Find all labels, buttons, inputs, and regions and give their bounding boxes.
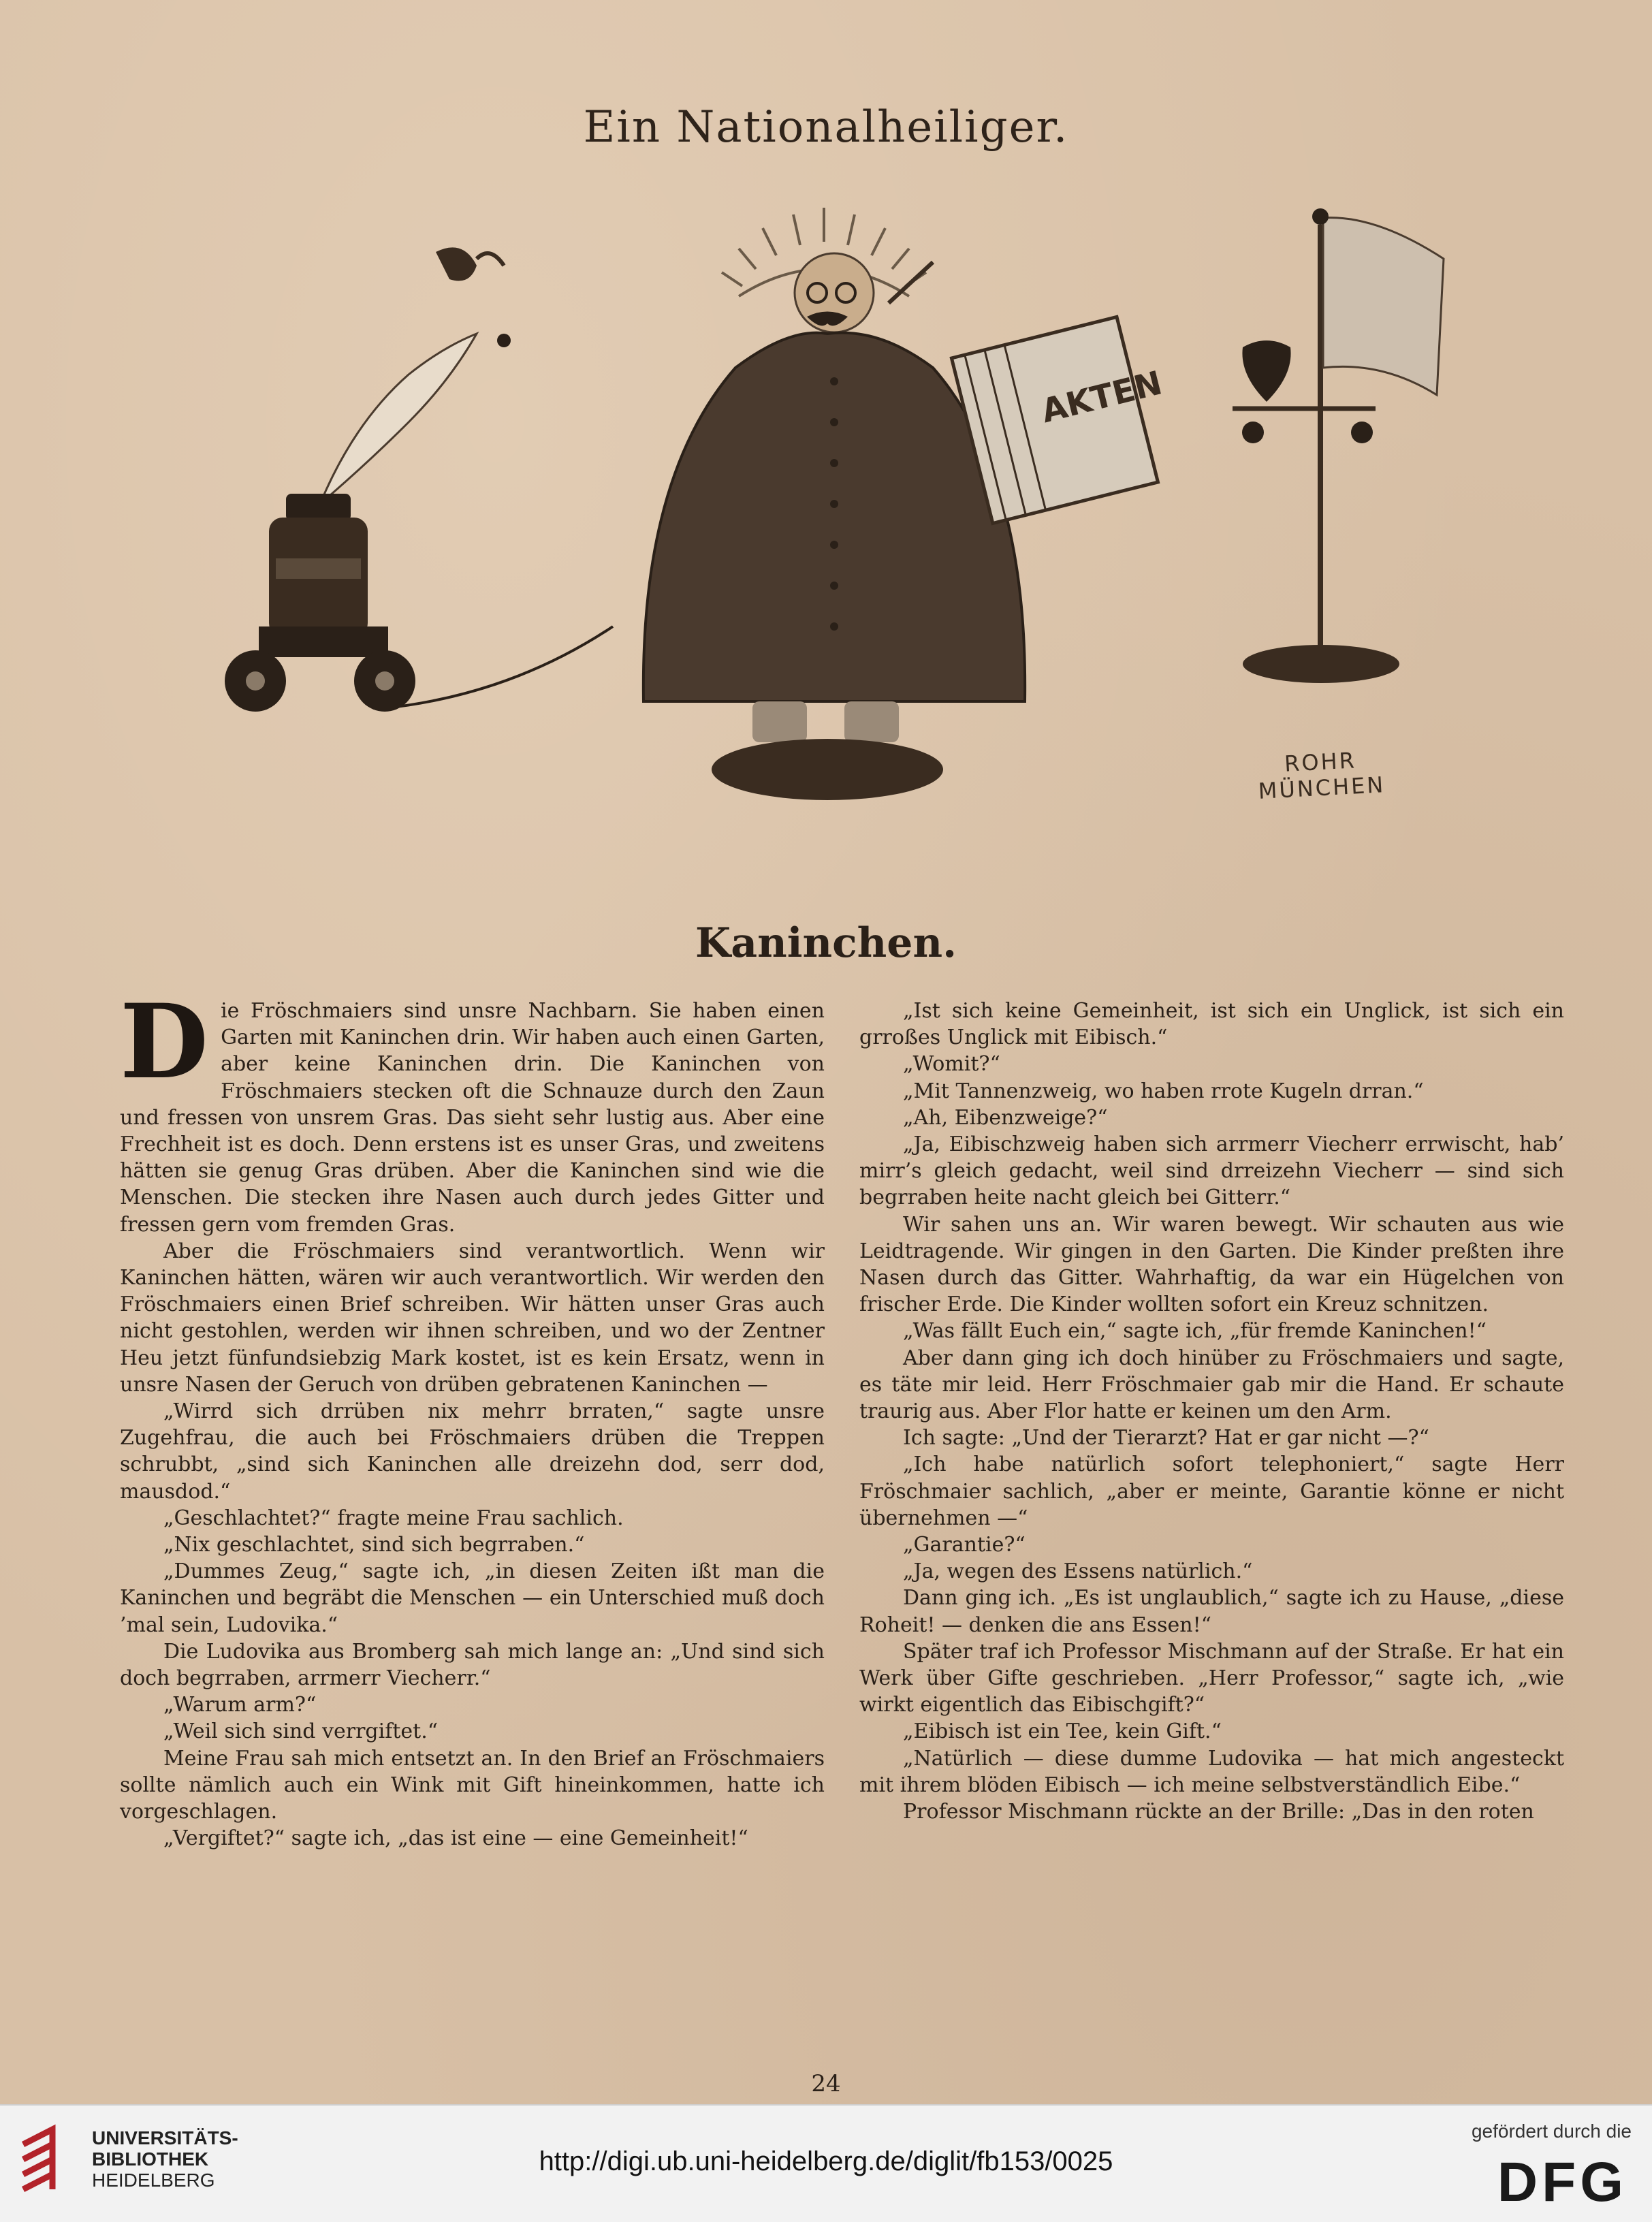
signature-city: MÜNCHEN xyxy=(1257,772,1386,804)
saint-figure xyxy=(644,253,1025,800)
drop-cap: D xyxy=(120,982,209,1102)
flag-stand xyxy=(1233,208,1444,683)
paragraph: „Vergiftet?“ sagte ich, „das ist eine — eine Gemeinheit!“ xyxy=(163,1826,748,1851)
text-column-right xyxy=(859,998,1564,1825)
paragraph: Wir sahen uns an. Wir waren bewegt. Wir schauten aus wie Leidtragende. Wir gingen in den Garten. Die Kinder preßten ihre Nasen durch das Gitter. Wahrhaftig, da war ein Hügelchen von frischer Erde. Die Kinder wollten sofort ein Kreuz schnitzen. xyxy=(859,1212,1564,1317)
dfg-logo: DFG xyxy=(1497,2151,1627,2213)
paragraph: „Dummes Zeug,“ sagte ich, „in diesen Zeiten ißt man die Kaninchen und begräbt die Menschen — ein Unterschied muß doch ’mal sein, Ludovika.“ xyxy=(120,1559,825,1637)
paragraph: „Ist sich keine Gemeinheit, ist sich ein Unglick, ist sich ein grroßes Unglick mit Eibisch.“ xyxy=(859,999,1564,1050)
paragraph: „Wirrd sich drrüben nix mehrr brraten,“ sagte unsre Zugehfrau, die auch bei Fröschmaiers drüben die Treppen schrubbt, „sind sich Kaninchen alle dreizehn dod, serr dod, mausdod.“ xyxy=(120,1399,825,1504)
artist-signature xyxy=(1238,745,1404,805)
book-label: AKTEN xyxy=(1037,364,1166,431)
source-url-link[interactable]: http://digi.ub.uni-heidelberg.de/diglit/fb153/0025 xyxy=(539,2146,1113,2176)
paragraph: „Ich habe natürlich sofort telephoniert,“ sagte Herr Fröschmaier sachlich, „aber er meinte, Garantie könne er nicht übernehmen —“ xyxy=(859,1453,1564,1530)
page-title: Ein Nationalheiliger. xyxy=(583,102,1069,153)
ink-bottle-cart xyxy=(225,494,415,712)
signature-name: ROHR xyxy=(1284,747,1357,777)
paragraph: Später traf ich Professor Mischmann auf der Straße. Er hat ein Werk über Gifte geschrieben. „Herr Professor,“ sagte ich, „wie wirkt eigentlich das Eibischgift?“ xyxy=(859,1639,1564,1717)
institution-line: HEIDELBERG xyxy=(92,2170,215,2191)
paragraph-text: ie Fröschmaiers sind unsre Nachbarn. Sie haben einen Garten mit Kaninchen drin. Wir haben auch einen Garten, aber keine Kaninchen drin. Die Kaninchen von Fröschmaiers stecken oft die Schnauze durch den Zaun und fressen von unsrem Gras. Das sieht sehr lustig aus. Aber eine Frechheit ist es doch. Denn erstens ist es unser Gras, und zweitens hätten sie genug Gras drüben. Aber die Kaninchen sind wie die Menschen. Die stecken ihre Nasen auch durch jedes Gitter und fressen gern vom fremden Gras. xyxy=(120,999,825,1237)
institution-line: UNIVERSITÄTS- xyxy=(92,2127,238,2148)
paragraph: Dann ging ich. „Es ist unglaublich,“ sagte ich zu Hause, „diese Roheit! — denken die ans Essen!“ xyxy=(859,1586,1564,1637)
page-number: 24 xyxy=(811,2070,841,2097)
paragraph: „Nix geschlachtet, sind sich begrraben.“ xyxy=(163,1533,585,1557)
cartoon-illustration xyxy=(0,177,1652,858)
paragraph: Meine Frau sah mich entsetzt an. In den Brief an Fröschmaiers sollte nämlich auch ein Wink mit Gift hineinkommen, hatte ich vorgeschlagen. xyxy=(120,1746,825,1824)
quill-pen xyxy=(320,247,511,504)
paragraph: „Ja, wegen des Essens natürlich.“ xyxy=(903,1559,1253,1584)
paragraph: „Ah, Eibenzweige?“ xyxy=(903,1105,1108,1130)
paragraph: „Was fällt Euch ein,“ sagte ich, „für fremde Kaninchen!“ xyxy=(903,1319,1487,1344)
paragraph: Professor Mischmann rückte an der Brille: „Das in den roten xyxy=(903,1800,1534,1824)
paragraph: „Mit Tannenzweig, wo haben rrote Kugeln drran.“ xyxy=(903,1079,1424,1103)
paragraph: Die Ludovika aus Bromberg sah mich lange an: „Und sind sich doch begrraben, arrmerr Viecherr.“ xyxy=(120,1639,825,1691)
story-title: Kaninchen. xyxy=(695,919,957,967)
paragraph: „Womit?“ xyxy=(903,1052,1000,1077)
paragraph: „Ja, Eibischzweig haben sich arrmerr Viecherr errwischt, hab’ mirr’s gleich gedacht, weil sind drreizehn Viecherr — sind sich begrraben heite nacht gleich bei Gitterr.“ xyxy=(859,1132,1564,1210)
institution-line: BIBLIOTHEK xyxy=(92,2148,209,2170)
paragraph: „Natürlich — diese dumme Ludovika — hat mich angesteckt mit ihrem blöden Eibisch — ich meine selbstverständlich Eibe.“ xyxy=(859,1746,1564,1797)
paragraph: „Garantie?“ xyxy=(903,1533,1026,1557)
pull-string xyxy=(385,626,613,708)
footer-bar xyxy=(0,2104,1652,2222)
paragraph: Aber dann ging ich doch hinüber zu Fröschmaiers und sagte, es täte mir leid. Herr Fröschmaier gab mir die Hand. Er schaute traurig aus. Aber Flor hatte er keinen um den Arm. xyxy=(859,1346,1564,1424)
paragraph xyxy=(120,982,825,1238)
sponsor-label: gefördert durch die xyxy=(1471,2121,1632,2142)
paragraph: „Eibisch ist ein Tee, kein Gift.“ xyxy=(903,1719,1222,1744)
paragraph: Aber die Fröschmaiers sind verantwortlich. Wenn wir Kaninchen hätten, wären wir auch verantwortlich. Wir werden den Fröschmaiers einen Brief schreiben. Wir hätten unser Gras auch nicht gestohlen, werden wir ihnen schreiben, und wo der Zentner Heu jetzt fünfundsiebzig Mark kostet, ist es kein Ersatz, wenn in unsre Nasen der Geruch von drüben gebratenen Kaninchen — xyxy=(120,1239,825,1397)
paragraph: Ich sagte: „Und der Tierarzt? Hat er gar nicht —?“ xyxy=(903,1426,1429,1450)
files-stack xyxy=(951,311,1184,524)
paragraph: „Geschlachtet?“ fragte meine Frau sachlich. xyxy=(163,1506,624,1530)
paragraph: „Warum arm?“ xyxy=(163,1693,317,1717)
paragraph: „Weil sich sind verrgiftet.“ xyxy=(163,1719,439,1744)
text-column-left xyxy=(120,982,825,1852)
